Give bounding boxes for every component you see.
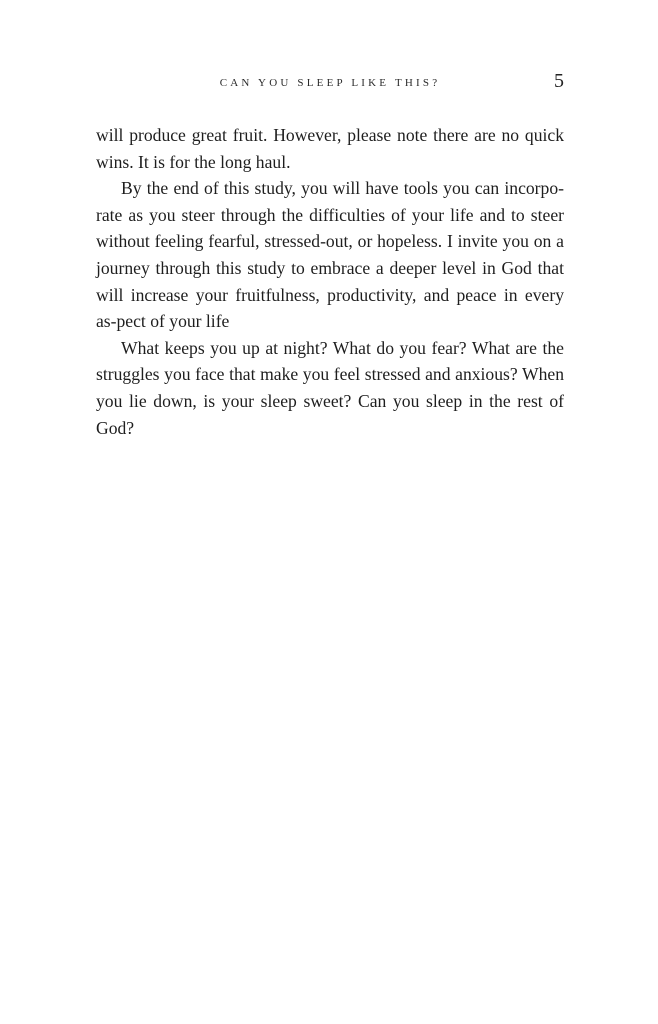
paragraph-tools: By the end of this study, you will have tools you can incorpo-rate as you steer through the difficulties of your life and to steer without feeling fearful, stressed-out, or hopeless. I invite you on a journey through this study to embrace a deeper level in God that will increase your fruitfulness, productivity, and peace in every as-pect of your life <box>96 178 564 332</box>
running-title: CAN YOU SLEEP LIKE THIS? <box>219 77 441 89</box>
paragraph-questions: What keeps you up at night? What do you fear? What are the struggles you face that make you feel stressed and anxious? When you lie down, is your sleep sweet? Can you sleep in the rest of God? <box>96 337 564 438</box>
paragraph-continued: will produce great fruit. However, please note there are no quick wins. It is for the long haul. <box>96 125 564 172</box>
page-number: 5 <box>554 70 564 92</box>
running-header <box>96 70 564 94</box>
body-text <box>96 122 564 441</box>
